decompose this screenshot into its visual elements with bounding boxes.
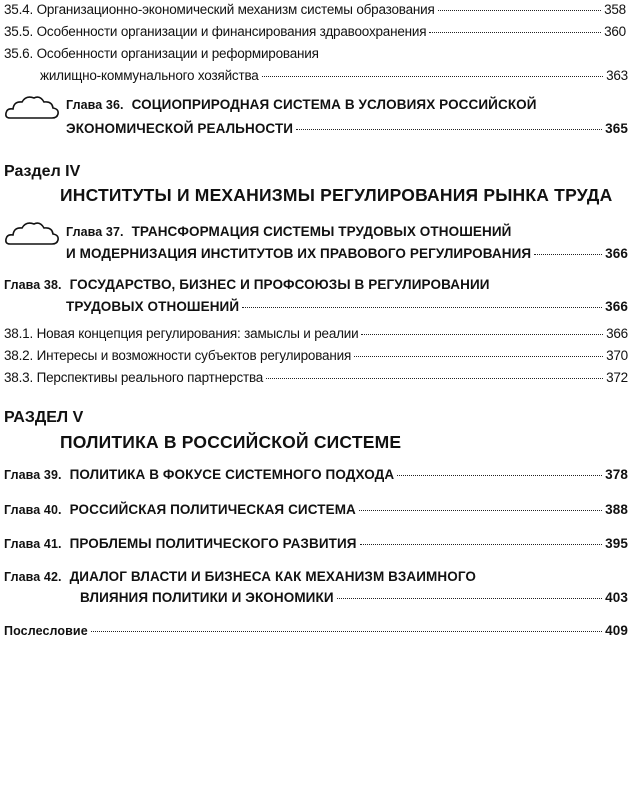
chapter-36-title	[66, 97, 537, 112]
page-number: 395	[605, 536, 628, 551]
chapter-38-title-cont	[66, 299, 628, 314]
chapter-title-line1: СОЦИОПРИРОДНАЯ СИСТЕМА В УСЛОВИЯХ РОССИЙСКОЙ	[131, 97, 537, 112]
chapter-label: Глава 37.	[66, 225, 124, 239]
chapter-label: Глава 42.	[4, 570, 62, 584]
leader-dots	[337, 598, 603, 599]
entry-text: 38.3. Перспективы реального партнерства	[4, 370, 264, 385]
afterword-label: Послесловие	[4, 624, 88, 638]
leader-dots	[266, 378, 603, 379]
chapter-38-title	[4, 277, 490, 292]
leader-dots	[91, 631, 602, 632]
section-4-title: ИНСТИТУТЫ И МЕХАНИЗМЫ РЕГУЛИРОВАНИЯ РЫНКА ТРУДА	[60, 185, 613, 205]
chapter-title-line2: ТРУДОВЫХ ОТНОШЕНИЙ	[66, 299, 240, 314]
entry-text: 35.4. Организационно-экономический механизм системы образования	[4, 2, 435, 17]
page-number: 358	[604, 2, 626, 17]
chapter-label: Глава 40.	[4, 503, 62, 517]
leader-dots	[296, 129, 602, 130]
chapter-label: Глава 41.	[4, 537, 62, 551]
chapter-title-line2: ВЛИЯНИЯ ПОЛИТИКИ И ЭКОНОМИКИ	[80, 590, 334, 605]
chapter-41-title	[4, 536, 628, 551]
toc-entry-35-6-cont	[40, 68, 628, 83]
toc-entry-38-2	[4, 348, 628, 363]
chapter-label: Глава 36.	[66, 98, 124, 112]
chapter-title-line1: ДИАЛОГ ВЛАСТИ И БИЗНЕСА КАК МЕХАНИЗМ ВЗАИМНОГО	[69, 569, 477, 584]
entry-text: 38.1. Новая концепция регулирования: замыслы и реалии	[4, 326, 359, 341]
toc-entry-38-3	[4, 370, 628, 385]
cloud-icon	[4, 93, 60, 123]
toc-entry-38-1	[4, 326, 628, 341]
chapter-title-line1: ПРОБЛЕМЫ ПОЛИТИЧЕСКОГО РАЗВИТИЯ	[69, 536, 357, 551]
leader-dots	[242, 307, 602, 308]
afterword-entry	[4, 623, 628, 638]
page-number: 372	[606, 370, 628, 385]
leader-dots	[359, 510, 602, 511]
chapter-42-title-cont	[80, 590, 628, 605]
leader-dots	[262, 76, 603, 77]
chapter-42-title	[4, 569, 476, 584]
chapter-title-line2: ЭКОНОМИЧЕСКОЙ РЕАЛЬНОСТИ	[66, 121, 294, 136]
chapter-37-title	[66, 224, 511, 239]
leader-dots	[361, 334, 603, 335]
page-number: 366	[605, 299, 628, 314]
entry-text: жилищно-коммунального хозяйства	[40, 68, 259, 83]
leader-dots	[360, 544, 603, 545]
page-number: 360	[604, 24, 626, 39]
entry-text: 38.2. Интересы и возможности субъектов регулирования	[4, 348, 352, 363]
entry-text: 35.5. Особенности организации и финансирования здравоохранения	[4, 24, 427, 39]
page-number: 388	[605, 502, 628, 517]
page-number: 366	[605, 246, 628, 261]
leader-dots	[534, 254, 602, 255]
chapter-label: Глава 39.	[4, 468, 62, 482]
page-number: 370	[606, 348, 628, 363]
page-number: 403	[605, 590, 628, 605]
leader-dots	[354, 356, 603, 357]
toc-entry-35-4	[4, 2, 626, 17]
page-number: 366	[606, 326, 628, 341]
chapter-39-title	[4, 467, 628, 482]
chapter-title-line1: ПОЛИТИКА В ФОКУСЕ СИСТЕМНОГО ПОДХОДА	[69, 467, 395, 482]
page-number: 365	[605, 121, 628, 136]
leader-dots	[397, 475, 602, 476]
section-5-heading: РАЗДЕЛ V	[4, 409, 84, 426]
leader-dots	[429, 32, 601, 33]
section-5-title: ПОЛИТИКА В РОССИЙСКОЙ СИСТЕМЕ	[60, 432, 402, 452]
chapter-40-title	[4, 502, 628, 517]
leader-dots	[438, 10, 601, 11]
entry-text: 35.6. Особенности организации и реформирования	[4, 46, 319, 61]
section-4-heading: Раздел IV	[4, 163, 81, 180]
chapter-title-line1: ТРАНСФОРМАЦИЯ СИСТЕМЫ ТРУДОВЫХ ОТНОШЕНИЙ	[131, 224, 512, 239]
page-number: 378	[605, 467, 628, 482]
page-number: 409	[605, 623, 628, 638]
chapter-title-line2: И МОДЕРНИЗАЦИЯ ИНСТИТУТОВ ИХ ПРАВОВОГО РЕГУЛИРОВАНИЯ	[66, 246, 532, 261]
page-number: 363	[606, 68, 628, 83]
chapter-title-line1: РОССИЙСКАЯ ПОЛИТИЧЕСКАЯ СИСТЕМА	[69, 502, 356, 517]
toc-entry-35-6	[4, 46, 319, 61]
chapter-title-line1: ГОСУДАРСТВО, БИЗНЕС И ПРОФСОЮЗЫ В РЕГУЛИРОВАНИИ	[69, 277, 490, 292]
toc-entry-35-5	[4, 24, 626, 39]
cloud-icon	[4, 219, 60, 249]
chapter-37-title-cont	[66, 246, 628, 261]
chapter-label: Глава 38.	[4, 278, 62, 292]
chapter-36-title-cont	[66, 121, 628, 136]
